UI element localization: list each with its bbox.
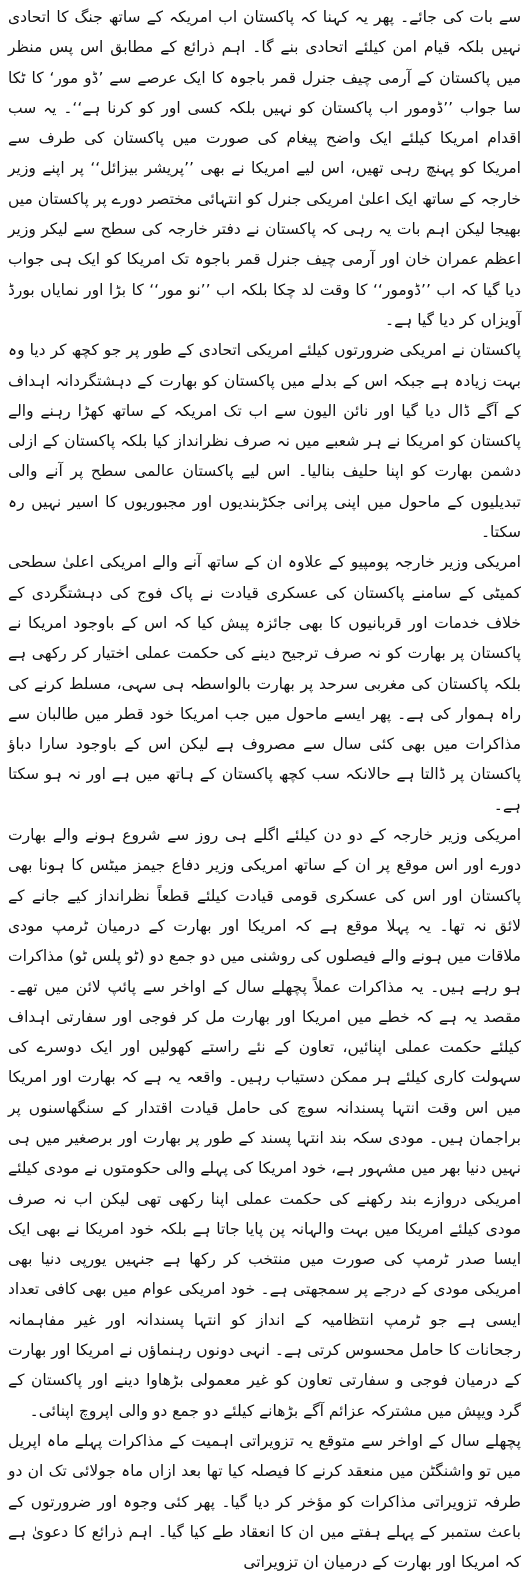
article-paragraph-3: امریکی وزیر خارجہ پومپیو کے علاوہ ان کے ساتھ آنے والے امریکی اعلیٰ سطحی کمیٹی کے سامنے پاکستان کی عسکری قیادت نے پاک فوج کی دہشتگردی کے خلاف خدمات اور قربانیوں کا بھی جائزہ پیش کیا کہ اس کے باوجود امریکا نے پاکستان پر بھارت کو نہ صرف ترجیح دینے کی حکمت عملی اختیار کر رکھی ہے بلکہ پاکستان کی مغربی سرحد پر بھارت بالواسطہ ہی سہی، مسلط کرنے کی راہ ہموار کی ہے۔ پھر ایسے ماحول میں جب امریکا خود قطر میں طالبان سے مذاکرات میں بھی کئی سال سے مصروف ہے لیکن اس کے باوجود سارا دباؤ پاکستان پر ڈالتا ہے حالانکہ سب کچھ پاکستان کے ہاتھ میں ہے اور نہ ہو سکتا ہے۔ [8,553,521,814]
article-paragraph-5: پچھلے سال کے اواخر سے متوقع یہ تزویراتی اہمیت کے مذاکرات پہلے ماہ اپریل میں تو واشنگٹن میں منعقد کرنے کا فیصلہ کیا تھا بعد ازاں ماہ جولائی تک ان دو طرفہ تزویراتی مذاکرات کو مؤخر کر دیا گیا۔ پھر کئی وجوہ اور ضرورتوں کے باعث ستمبر کے پہلے ہفتے میں ان کا انعقاد طے کیا گیا۔ اہم ذرائع کا دعویٰ ہے کہ امریکا اور بھارت کے درمیان ان تزویراتی [8,1431,521,1572]
article-paragraph-2: پاکستان نے امریکی ضرورتوں کیلئے امریکی اتحادی کے طور پر جو کچھ کر دیا وہ بہت زیادہ ہے جبکہ اس کے بدلے میں پاکستان کو بھارت کے دہشتگردانہ اہداف کے آگے ڈال دیا گیا اور نائن الیون سے اب تک امریکہ کے ساتھ کھڑا رہنے والے پاکستان کو امریکا نے ہر شعبے میں نہ صرف نظرانداز کیا بلکہ پاکستان کے ازلی دشمن بھارت کو اپنا حلیف بنالیا۔ اس لیے پاکستان عالمی سطح پر آنے والی تبدیلیوں کے ماحول میں اپنی پرانی جکڑبندیوں اور مجبوریوں کا اسیر نہیں رہ سکتا۔ [8,341,521,542]
article-paragraph-1: سے بات کی جائے۔ پھر یہ کہنا کہ پاکستان اب امریکہ کے ساتھ جنگ کا اتحادی نہیں بلکہ قیام امن کیلئے اتحادی بنے گا۔ اہم ذرائع کے مطابق اس پس منظر میں پاکستان کے آرمی چیف جنرل قمر باجوہ کا ایک عرصے سے ’ڈو مور‘ کا ٹکا سا جواب ’’ڈومور اب پاکستان کو نہیں بلکہ کسی اور کو کرنا ہے‘‘۔ یہ سب اقدام امریکا کیلئے ایک واضح پیغام کی صورت میں پاکستان کی طرف سے امریکا کو پہنچ رہی تھیں، اس لیے امریکا نے بھی ’’پریشر بیزائل‘‘ پر اپنے وزیر خارجہ کے ساتھ ایک اعلیٰ امریکی جنرل کو انتہائی مختصر دورے پر پاکستان میں بھیجا لیکن اہم بات یہ رہی کہ پاکستان نے دفتر خارجہ کی سطح سے لیکر وزیر اعظم عمران خان اور آرمی چیف جنرل قمر باجوہ تک امریکا کو ایک ہی جواب دیا گیا کہ اب ’’ڈومور‘‘ کا وقت لد چکا بلکہ اب ’’نو مور‘‘ کا بڑا اور نمایاں بورڈ آویزاں کر دیا گیا ہے۔ [8,8,521,329]
article-paragraph-4: امریکی وزیر خارجہ کے دو دن کیلئے اگلے ہی روز سے شروع ہونے والے بھارت دورے اور اس موقع پر ان کے ساتھ امریکی وزیر دفاع جیمز میٹس کا ہونا بھی پاکستان اور اس کی عسکری قومی قیادت کیلئے قطعاً نظرانداز کیے جانے کے لائق نہ تھا۔ یہ پہلا موقع ہے کہ امریکا اور بھارت کے درمیان ٹرمپ مودی ملاقات میں ہونے والے فیصلوں کی روشنی میں دو جمع دو (ٹو پلس ٹو) مذاکرات ہو رہے ہیں۔ یہ مذاکرات عملاً پچھلے سال کے اواخر سے پائپ لائن میں تھے۔ مقصد یہ ہے کہ خطے میں امریکا اور بھارت مل کر فوجی اور سفارتی اہداف کیلئے حکمت عملی اپنائیں، تعاون کے نئے راستے کھولیں اور ایک دوسرے کی سہولت کاری کیلئے ہر ممکن دستیاب رہیں۔ واقعہ یہ ہے کہ بھارت اور امریکا میں اس وقت انتہا پسندانہ سوچ کی حامل قیادت اقتدار کے سنگھاسنوں پر براجمان ہیں۔ مودی سکہ بند انتہا پسند کے طور پر بھارت اور برصغیر میں ہی نہیں دنیا بھر میں مشہور ہے، خود امریکا کی پہلے والی حکومتوں نے مودی کیلئے امریکی دروازے بند رکھنے کی حکمت عملی اپنا رکھی تھی لیکن اب نہ صرف مودی کیلئے امریکا میں بہت والہانہ پن پایا جاتا ہے بلکہ خود امریکا نے بھی ایک ایسا صدر ٹرمپ کی صورت میں منتخب کر رکھا ہے جنہیں یورپی دنیا بھی امریکی مودی کے درجے پر سمجھتی ہے۔ خود امریکی عوام میں بھی کافی تعداد ایسی ہے جو ٹرمپ انتظامیہ کے انداز کو انتہا پسندانہ اور غیر مفاہمانہ رجحانات کا حامل محسوس کرتی ہے۔ انہی دونوں رہنماؤں نے امریکا اور بھارت کے درمیان فوجی و سفارتی تعاون کو غیر معمولی بڑھاوا دینے اور پاکستان کے گرد ویپش میں مشترکہ عزائم آگے بڑھانے کیلئے دو جمع دو والی اپروچ اپنائی۔ [8,826,521,1420]
